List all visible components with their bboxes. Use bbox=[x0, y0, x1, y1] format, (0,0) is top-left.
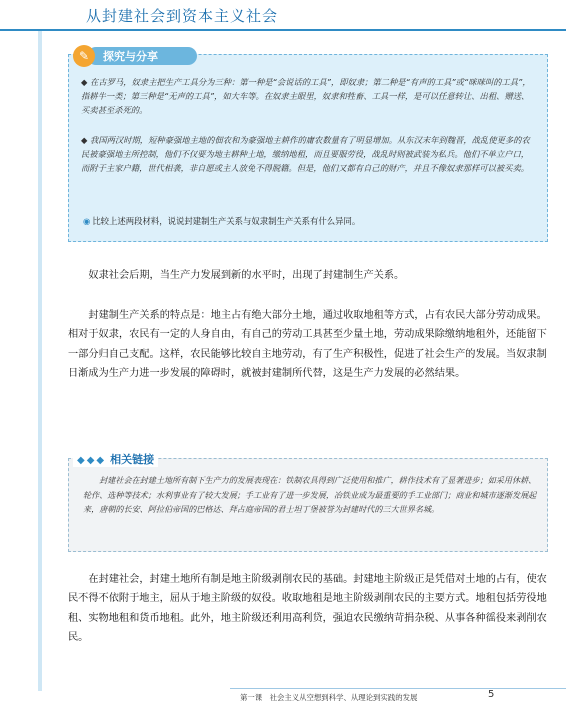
body-paragraph-1 bbox=[68, 266, 548, 285]
question-bullet-icon: ◉ bbox=[83, 216, 91, 226]
diamond-bullets-icon: ◆◆◆ bbox=[77, 455, 107, 466]
header-rule bbox=[0, 29, 566, 31]
body-text: 封建制生产关系的特点是：地主占有绝大部分土地，通过收取地租等方式，占有农民大部分劳动成果。相对于奴隶，农民有一定的人身自由，有自己的劳动工具甚至少量土地，劳动成果除缴纳地租外，还能留下一部分归自己支配。这样，农民能够比较自主地劳动，有了生产积极性，促进了社会生产的发展。当奴隶制日渐成为生产力进一步发展的障碍时，就被封建制所代替，这是生产力发展的必然结果。 bbox=[68, 310, 547, 380]
speech-bubble-icon: ✎ bbox=[73, 45, 95, 67]
margin-rule bbox=[38, 31, 42, 691]
explore-paragraph-han: ◆ 我国两汉时期，短种豪强地主地的佃农和为豪强地主耕作的庸农数量有了明显增加。从东汉末年到魏晋，战乱使更多的农民被豪强地主所控制，他们不仅要为地主耕种土地，缴纳地租，而且要服劳役，战乱时则被武装为私兵。他们不单立户口，而附于主家户籍，世代相袭，非自愿或主人放免不得脱籍。但是，他们又都有自己的财产，并且不像奴隶那样可以被买卖。 bbox=[81, 135, 530, 174]
explore-paragraph-rome: ◆ 在古罗马，奴隶主把生产工具分为三种：第一种是“会说话的工具”，即奴隶；第二种是“有声的工具”或“咪咪叫的工具”，指耕牛一类；第三种是“无声的工具”，如大车等。在奴隶主眼里，奴隶和牲畜、工具一样，是可以任意转让、出租、赠送、买卖甚至杀死的。 bbox=[81, 77, 531, 116]
body-paragraph-2 bbox=[68, 306, 548, 384]
body-text: 在封建社会，封建土地所有制是地主阶级剥削农民的基础。封建地主阶级正是凭借对土地的占有，使农民不得不依附于地主，屈从于地主阶级的奴役。收取地租是地主阶级剥削农民的主要方式。地租包括劳役地租、实物地租和货币地租。此外，地主阶级还利用高利贷，强迫农民缴纳苛捐杂税、从事各种徭役来剥削农民。 bbox=[68, 574, 547, 644]
related-links-label: 相关链接 bbox=[110, 453, 155, 466]
page-number: 5 bbox=[488, 689, 495, 700]
related-links-text: 封建社会在封建土地所有制下生产力的发展表现在：铁制农具得到广泛使用和推广，耕作技术有了显著进步；如采用休耕、轮作、选种等技术；水利事业有了较大发展；手工业有了进一步发展，冶铁业成为最重要的手工业部门；商业和城市逐渐发展起来，唐朝的长安、阿拉伯帝国的巴格达、拜占庭帝国的君士坦丁堡被誉为封建时代的三大世界名城。 bbox=[83, 475, 537, 515]
explore-header bbox=[73, 47, 193, 65]
body-paragraph-3 bbox=[68, 570, 548, 648]
explore-and-share-box bbox=[68, 49, 548, 242]
related-links-box bbox=[68, 453, 548, 552]
explore-label: 探究与分享 bbox=[103, 50, 158, 63]
footer-chapter: 第一课 社会主义从空想到科学、从理论到实践的发展 bbox=[240, 693, 418, 702]
explore-question bbox=[83, 215, 360, 227]
footer-rule bbox=[230, 688, 566, 689]
explore-question-text: 比较上述两段材料，说说封建制生产关系与奴隶制生产关系有什么异同。 bbox=[92, 216, 361, 226]
page-title: 从封建社会到资本主义社会 bbox=[86, 7, 279, 25]
related-links-header bbox=[73, 451, 158, 467]
body-text: 奴隶社会后期，当生产力发展到新的水平时，出现了封建制生产关系。 bbox=[88, 270, 405, 281]
page-header bbox=[0, 0, 566, 30]
